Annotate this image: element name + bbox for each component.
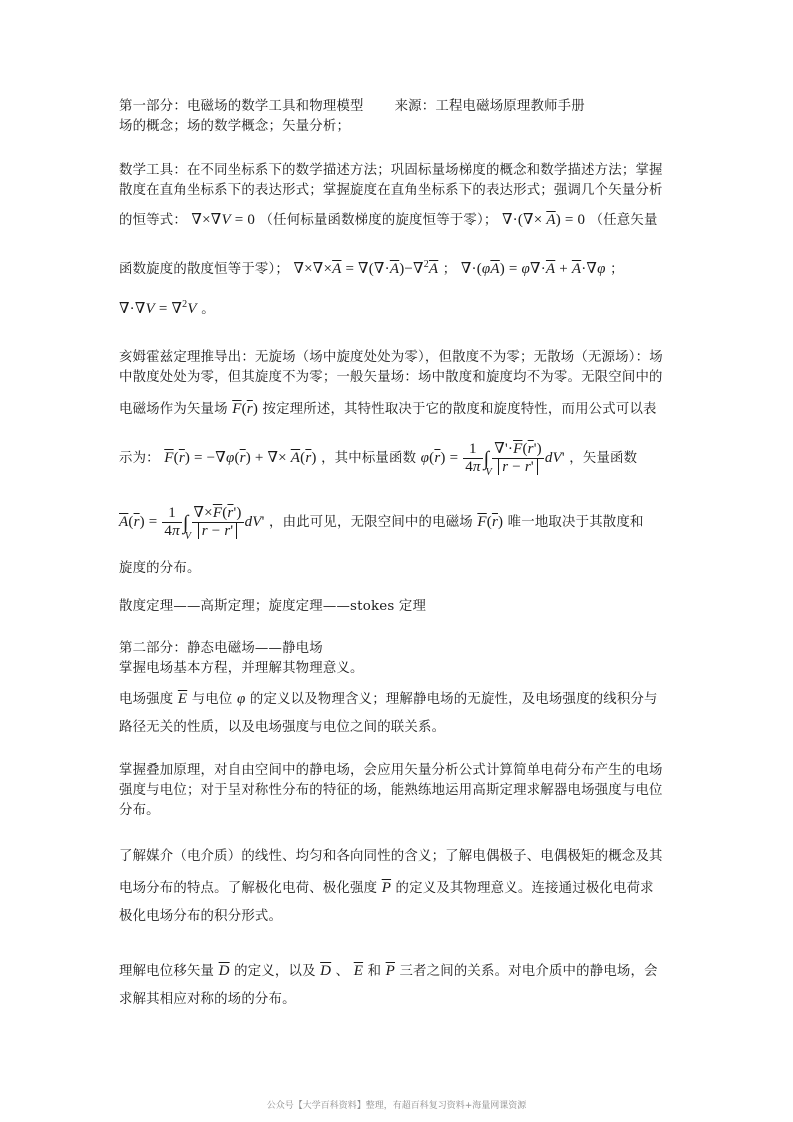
identity-curl-grad: ∇×∇V = 0 <box>191 212 256 228</box>
part2-p3-line1: 了解媒介（电介质）的线性、均匀和各向同性的含义；了解电偶极子、电偶极矩的概念及其 <box>119 849 663 864</box>
identity-div-product: $\nabla\cdot(\varphi\overline{A}) = \varphi\nabla\cdot\overline{A} + \overline{A}\cdot\nabla\varphi$ <box>460 261 606 277</box>
helmholtz-line1: 亥姆霍兹定理推导出：无旋场（场中旋度处处为零），但散度不为零；无散场（无源场）：场 <box>119 350 663 365</box>
part1-heading: 第一部分：电磁场的数学工具和物理模型 <box>119 99 364 114</box>
math-tools-line2: 散度在直角坐标系下的表达形式；掌握旋度在直角坐标系下的表达形式；强调几个矢量分析 <box>119 183 663 198</box>
theorems-line: 散度定理——高斯定理；旋度定理——stokes 定理 <box>119 599 427 614</box>
source-note: 来源：工程电磁场原理教师手册 <box>394 99 585 114</box>
helmholtz-line2: 中散度处处为零，但其旋度不为零；一般矢量场：场中散度和旋度均不为零。无限空间中的 <box>119 370 663 385</box>
part2-p1-line1: 电场强度 $\overline{E}$ 与电位 φ 的定义以及物理含义；理解静电场的无旋性，及电场强度的线积分与 <box>119 691 658 707</box>
math-tools-line4: 函数旋度的散度恒等于零）； $\nabla\times\nabla\times\overline{A} = \nabla(\nabla\cdot\overline{A})-\nabla^2\overline{A}$ ； $\nabla\cdot(\varphi\overline{A}) = \varphi\nabla\cdot\overline{A} + \overline{A}\cdot\nabla\varphi$ ； <box>119 259 624 277</box>
part2-p3-line2: 电场分布的特点。了解极化电荷、极化强度 $\overline{P}$ 的定义及其物理意义。连接通过极化电荷求 <box>119 880 654 896</box>
part2-p3-line3: 极化电场分布的积分形式。 <box>119 909 283 924</box>
part1-heading-line <box>119 98 585 116</box>
helmholtz-line5: $\overline{A}(\overline{r})$ = $\frac{1}{4\pi}$ ∫ V $\frac{\nabla\times\overline{F}(\overline{r}')}{\overline{r} - \overline{r}'}$ dV' ，由此可见，无限空间中的电磁场 $\overline{F}(\overline{r})$ 唯一地取决于其散度和 <box>119 505 644 542</box>
identity-laplacian: ∇·∇V = ∇$^2$V <box>119 299 197 317</box>
part2-p1-line2: 路径无关的性质，以及电场强度与电位之间的联关系。 <box>119 720 446 735</box>
footer-watermark: 公众号【大学百科资料】整理，有超百科复习资料+海量网课资源 <box>266 1101 527 1111</box>
vector-potential-formula: $\overline{A}(\overline{r})$ = $\frac{1}{4\pi}$ ∫ V $\frac{\nabla\times\overline{F}(\overline{r}')}{\overline{r} - \overline{r}'}$ dV' <box>119 505 265 542</box>
part2-intro: 掌握电场基本方程，并理解其物理意义。 <box>119 661 364 676</box>
identity-curl-curl: $\nabla\times\nabla\times\overline{A} = \nabla(\nabla\cdot\overline{A})-\nabla^2\overline{A}$ <box>293 259 439 277</box>
helmholtz-decomposition: $\overline{F}(\overline{r}) = -\nabla\varphi(\overline{r})$ + ∇× $\overline{A}(\overline{r})$ <box>164 450 317 466</box>
math-tools-line5: ∇·∇V = ∇$^2$V 。 <box>119 299 215 317</box>
helmholtz-line4: 示为： $\overline{F}(\overline{r}) = -\nabla\varphi(\overline{r})$ + ∇× $\overline{A}(\overline{r})$ ，其中标量函数 $\varphi(\overline{r})$ = $\frac{1}{4\pi}$ ∫ V $\frac{\nabla'\cdot\overline{F}(\overline{r}')}{\overline{r} - \overline{r}'}$ dV' ，矢量函数 <box>119 441 638 478</box>
identity-div-curl: ∇·(∇× $\overline{A}) = 0$ <box>501 212 586 228</box>
math-tools-line3: 的恒等式： ∇×∇V = 0 （任何标量函数梯度的旋度恒等于零）； ∇·(∇× $\overline{A}) = 0$ （任意矢量 <box>119 212 658 228</box>
part2-p2-line2: 强度与电位；对于呈对称性分布的特征的场，能熟练地运用高斯定理求解器电场强度与电位 <box>119 783 663 798</box>
part2-p4-line1: 理解电位移矢量 $\overline{D}$ 的定义，以及 $\overline{D}$ 、 $\overline{E}$ 和 $\overline{P}$ 三者之间的关系。对电介质中的静电场，会 <box>119 963 658 979</box>
part2-heading: 第二部分：静态电磁场——静电场 <box>119 641 323 656</box>
part2-p2-line1: 掌握叠加原理，对自由空间中的静电场，会应用矢量分析公式计算简单电荷分布产生的电场 <box>119 763 663 778</box>
helmholtz-line6: 旋度的分布。 <box>119 561 201 576</box>
helmholtz-line3: 电磁场作为矢量场 $\overline{F}(\overline{r})$ 按定理所述，其特性取决于它的散度和旋度特性，而用公式可以表 <box>119 401 657 417</box>
part2-p2-line3: 分布。 <box>119 803 160 818</box>
scalar-potential-formula: $\varphi(\overline{r})$ = $\frac{1}{4\pi}$ ∫ V $\frac{\nabla'\cdot\overline{F}(\overline{r}')}{\overline{r} - \overline{r}'}$ dV' <box>420 441 565 478</box>
math-tools-line1: 数学工具：在不同坐标系下的数学描述方法；巩固标量场梯度的概念和数学描述方法；掌握 <box>119 163 663 178</box>
concepts-line: 场的概念；场的数学概念；矢量分析； <box>119 119 351 134</box>
part2-p4-line2: 求解其相应对称的场的分布。 <box>119 992 296 1007</box>
